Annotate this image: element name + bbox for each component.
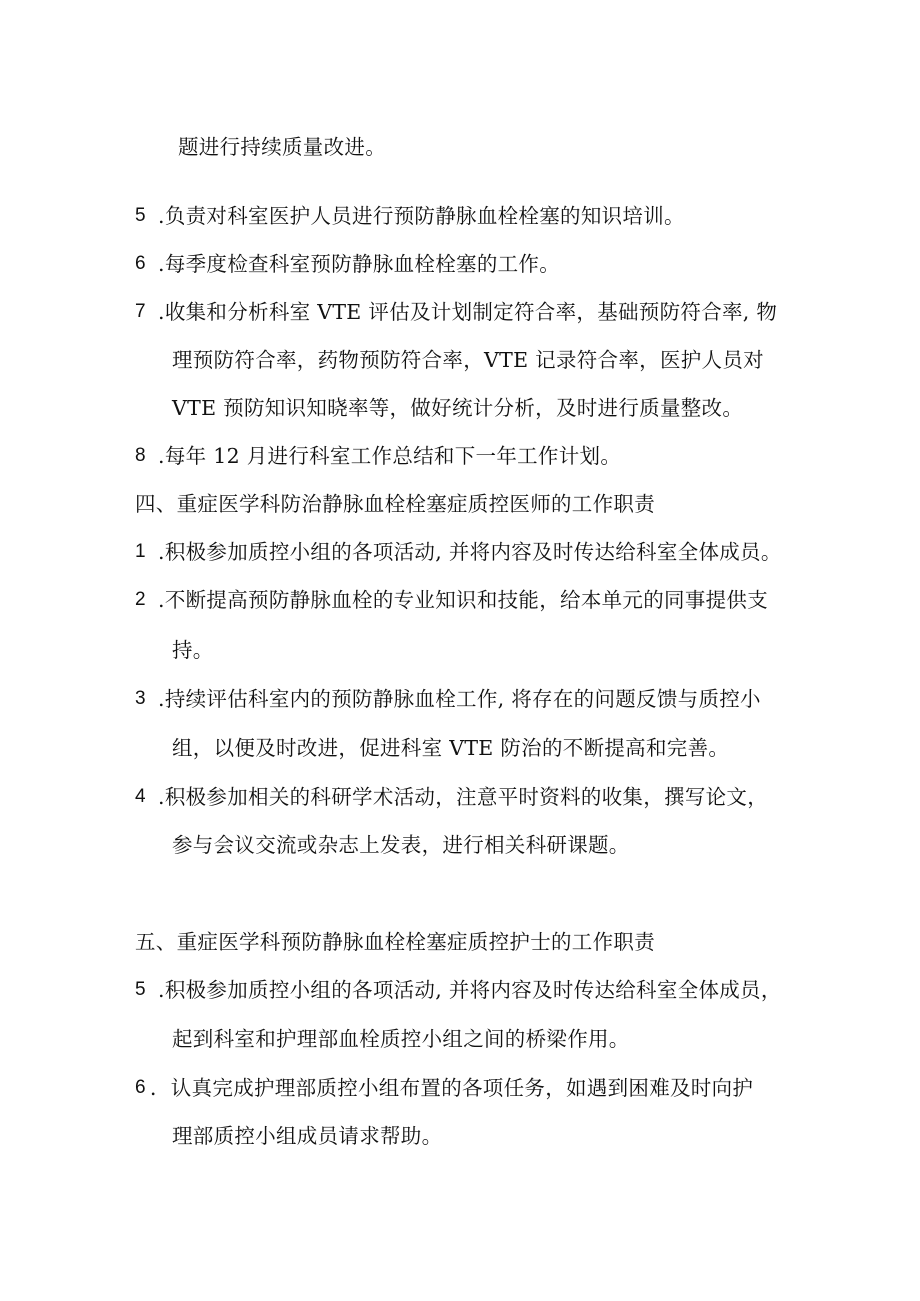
item-text: 组，以便及时改进，促进科室 VTE 防治的不断提高和完善。 <box>172 736 730 760</box>
item-number: 5 <box>135 205 146 226</box>
item-number: 1 <box>135 541 146 562</box>
continuation-text: 题进行持续质量改进。 <box>178 135 386 159</box>
item-text: VTE 预防知识知晓率等，做好统计分析，及时进行质量整改。 <box>172 396 744 420</box>
item-number: 8 <box>135 445 146 466</box>
item-text: .积极参加相关的科研学术活动，注意平时资料的收集，撰写论文， <box>158 785 769 809</box>
section-heading: 四、重症医学科防治静脉血栓栓塞症质控医师的工作职责 <box>135 492 655 516</box>
item-number: 3 <box>135 688 146 709</box>
item-number: 6 <box>135 253 146 274</box>
item-text: 起到科室和护理部血栓质控小组之间的桥梁作用。 <box>172 1027 630 1051</box>
item-number: 5 <box>135 979 146 1000</box>
item-text: .每季度检查科室预防静脉血栓栓塞的工作。 <box>158 252 561 276</box>
section-heading: 五、重症医学科预防静脉血栓栓塞症质控护士的工作职责 <box>135 930 655 954</box>
item-number: 6 <box>135 1077 146 1098</box>
item-text: .每年 12 月进行科室工作总结和下一年工作计划。 <box>158 444 622 468</box>
item-text: .收集和分析科室 VTE 评估及计划制定符合率，基础预防符合率, 物 <box>158 300 778 324</box>
item-text: .持续评估科室内的预防静脉血栓工作, 将存在的问题反馈与质控小 <box>158 687 761 711</box>
item-number: 2 <box>135 589 146 610</box>
item-number: 7 <box>135 301 146 322</box>
item-text: 理部质控小组成员请求帮助。 <box>172 1124 443 1148</box>
item-text: 持。 <box>172 638 214 662</box>
item-text: .负责对科室医护人员进行预防静脉血栓栓塞的知识培训。 <box>158 204 685 228</box>
item-text: .不断提高预防静脉血栓的专业知识和技能，给本单元的同事提供支 <box>158 588 769 612</box>
item-number: 4 <box>135 786 146 807</box>
item-text: ．认真完成护理部质控小组布置的各项任务，如遇到困难及时向护 <box>150 1076 754 1100</box>
item-text: .积极参加质控小组的各项活动, 并将内容及时传达给科室全体成员， <box>158 978 782 1002</box>
item-text: 参与会议交流或杂志上发表，进行相关科研课题。 <box>172 833 630 857</box>
item-text: .积极参加质控小组的各项活动, 并将内容及时传达给科室全体成员。 <box>158 540 782 564</box>
item-text: 理预防符合率，药物预防符合率，VTE 记录符合率，医护人员对 <box>172 348 764 372</box>
